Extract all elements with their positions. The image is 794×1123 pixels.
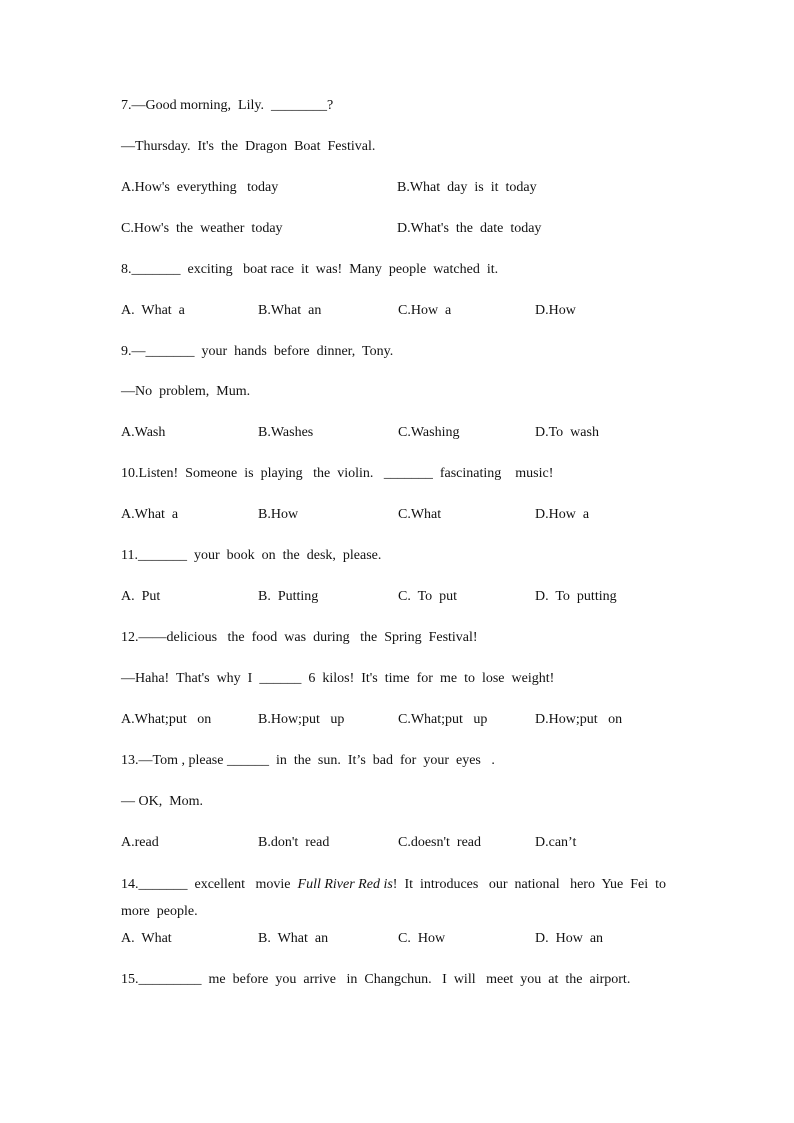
question-10-option-b: B.How (258, 507, 299, 522)
question-7-option-b: B.What day is it today (397, 180, 537, 195)
question-9-option-b: B.Washes (258, 425, 314, 440)
question-8-option-d: D.How (535, 303, 576, 318)
question-11-option-b: B. Putting (258, 589, 319, 604)
question-12-prompt: 12.——delicious the food was during the Spring Festival! (121, 630, 478, 645)
question-14-movie-title: Full River Red is (297, 877, 393, 892)
question-11-option-a: A. Put (121, 589, 161, 604)
question-12-option-d: D.How;put on (535, 712, 623, 727)
question-12-option-b: B.How;put up (258, 712, 345, 727)
question-14-prompt (121, 871, 673, 925)
question-14-option-c: C. How (398, 931, 446, 946)
question-9-prompt: 9.—_______ your hands before dinner, Tony. (121, 344, 394, 359)
question-13-option-c: C.doesn't read (398, 835, 482, 850)
question-14-option-a: A. What (121, 931, 172, 946)
question-9-reply: —No problem, Mum. (121, 384, 251, 399)
question-10-option-d: D.How a (535, 507, 590, 522)
question-14-prompt-end: ! It introduces our national hero Yue Fei to more people. (121, 877, 673, 919)
question-7-option-d: D.What's the date today (397, 221, 542, 236)
question-7-reply: —Thursday. It's the Dragon Boat Festival. (121, 139, 376, 154)
question-8-option-a: A. What a (121, 303, 185, 318)
question-13-option-a: A.read (121, 835, 159, 850)
question-8-option-b: B.What an (258, 303, 322, 318)
question-13-reply: — OK, Mom. (121, 794, 204, 809)
question-14-option-b: B. What an (258, 931, 329, 946)
question-7-option-c: C.How's the weather today (121, 221, 283, 236)
question-8-prompt: 8._______ exciting boat race it was! Many people watched it. (121, 262, 499, 277)
question-15-prompt: 15._________ me before you arrive in Changchun. I will meet you at the airport. (121, 972, 631, 987)
question-9-option-d: D.To wash (535, 425, 599, 440)
question-12-reply: —Haha! That's why I ______ 6 kilos! It's time for me to lose weight! (121, 671, 555, 686)
question-7-prompt: 7.—Good morning, Lily. ________? (121, 98, 334, 113)
question-13-option-d: D.can’t (535, 835, 577, 850)
question-13-prompt: 13.—Tom , please ______ in the sun. It’s bad for your eyes . (121, 753, 495, 768)
question-9-option-a: A.Wash (121, 425, 166, 440)
question-12-option-a: A.What;put on (121, 712, 212, 727)
question-14-option-d: D. How an (535, 931, 604, 946)
question-10-option-c: C.What (398, 507, 442, 522)
question-10-option-a: A.What a (121, 507, 179, 522)
question-11-option-c: C. To put (398, 589, 458, 604)
question-10-prompt: 10.Listen! Someone is playing the violin. _______ fascinating music! (121, 466, 554, 481)
question-9-option-c: C.Washing (398, 425, 460, 440)
question-11-prompt: 11._______ your book on the desk, please. (121, 548, 382, 563)
question-7-option-a: A.How's everything today (121, 180, 279, 195)
question-8-option-c: C.How a (398, 303, 452, 318)
question-11-option-d: D. To putting (535, 589, 617, 604)
question-12-option-c: C.What;put up (398, 712, 488, 727)
question-13-option-b: B.don't read (258, 835, 330, 850)
question-14-prompt-start: 14._______ excellent movie (121, 877, 298, 892)
